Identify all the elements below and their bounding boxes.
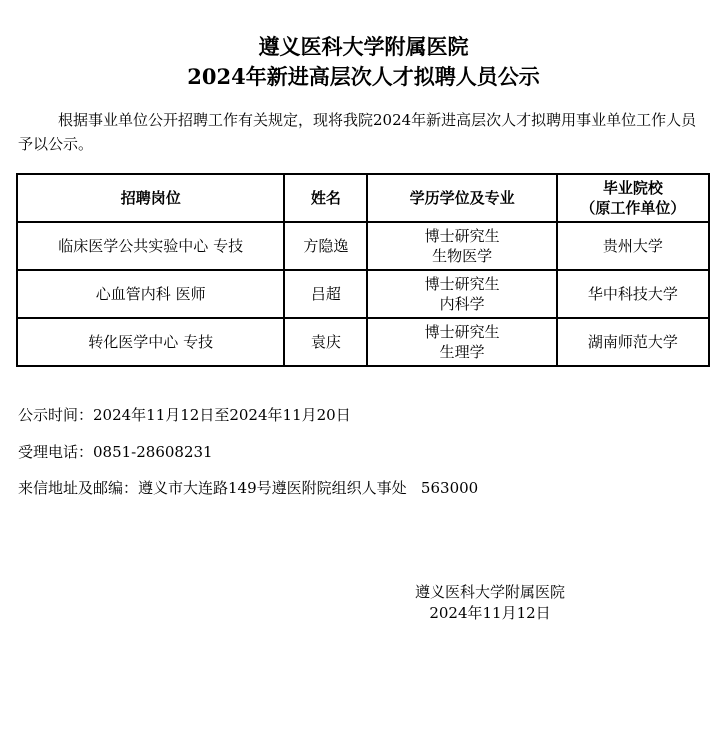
cell-position: 临床医学公共实验中心 专技 <box>17 222 284 270</box>
table-row <box>17 318 709 366</box>
table-header-row <box>17 174 709 222</box>
cell-name: 方隐逸 <box>284 222 367 270</box>
signature-date: 2024年11月12日 <box>429 604 551 622</box>
notice-title <box>0 32 727 92</box>
publicity-period: 公示时间：2024年11月12日至2024年11月20日 <box>18 406 351 424</box>
cell-school: 贵州大学 <box>557 222 709 270</box>
cell-degree <box>367 270 556 318</box>
header-position: 招聘岗位 <box>17 174 284 222</box>
cell-name: 袁庆 <box>284 318 367 366</box>
degree-level: 博士研究生 <box>424 227 500 245</box>
header-name: 姓名 <box>284 174 367 222</box>
title-line-2: 2024年新进高层次人才拟聘人员公示 <box>187 64 540 89</box>
degree-major: 生理学 <box>439 343 485 361</box>
header-school-line-1: 毕业院校 <box>602 179 663 197</box>
cell-position: 心血管内科 医师 <box>17 270 284 318</box>
header-school <box>557 174 709 222</box>
degree-level: 博士研究生 <box>424 275 500 293</box>
mailing-address: 来信地址及邮编：遵义市大连路149号遵医附院组织人事处 563000 <box>18 479 479 497</box>
title-line-1: 遵义医科大学附属医院 <box>258 34 469 59</box>
table-row <box>17 270 709 318</box>
candidate-table <box>16 173 710 367</box>
cell-name: 吕超 <box>284 270 367 318</box>
signature-org: 遵义医科大学附属医院 <box>414 583 565 601</box>
cell-degree <box>367 318 556 366</box>
header-school-line-2: （原工作单位） <box>580 199 686 217</box>
cell-position: 转化医学中心 专技 <box>17 318 284 366</box>
cell-school: 湖南师范大学 <box>557 318 709 366</box>
intro-paragraph: 根据事业单位公开招聘工作有关规定，现将我院2024年新进高层次人才拟聘用事业单位工作人员予以公示。 <box>18 111 697 153</box>
cell-school: 华中科技大学 <box>557 270 709 318</box>
header-degree: 学历学位及专业 <box>367 174 556 222</box>
degree-major: 内科学 <box>439 295 485 313</box>
degree-level: 博士研究生 <box>424 323 500 341</box>
cell-degree <box>367 222 556 270</box>
contact-phone: 受理电话：0851-28608231 <box>18 443 213 461</box>
table-row <box>17 222 709 270</box>
degree-major: 生物医学 <box>432 247 493 265</box>
